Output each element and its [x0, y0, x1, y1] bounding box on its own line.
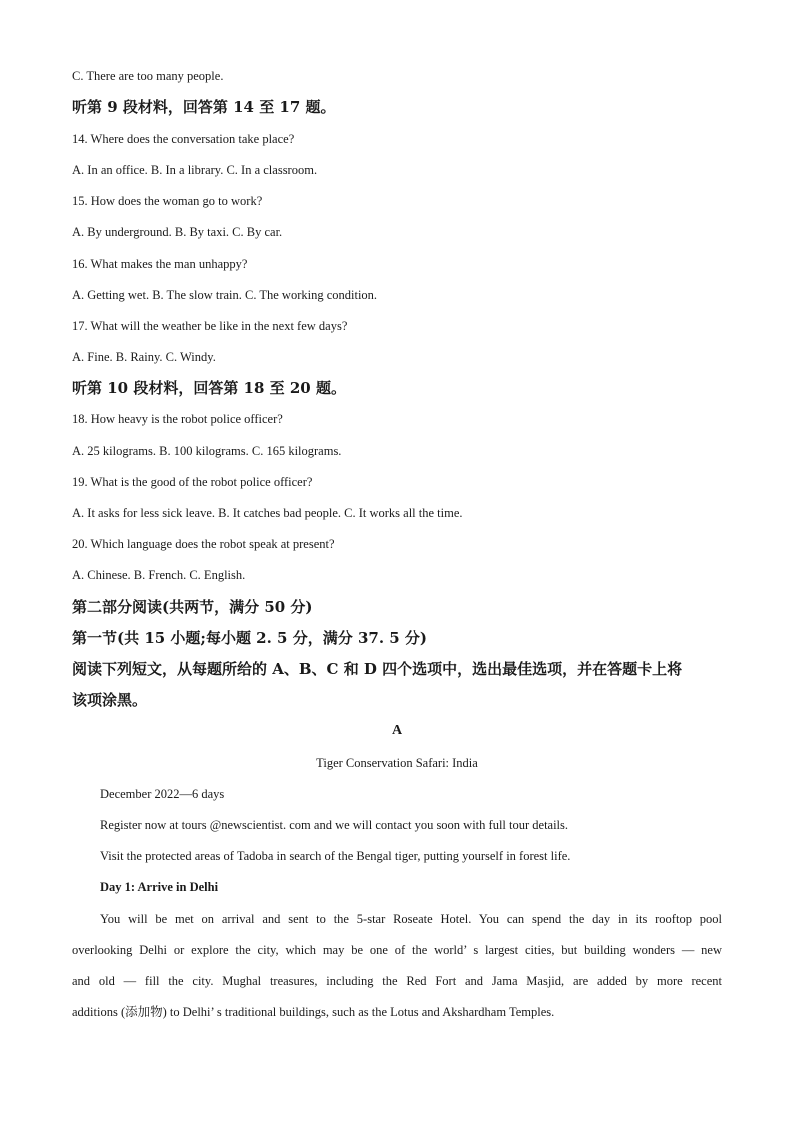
question-19: 19. What is the good of the robot police officer?: [72, 475, 313, 489]
options-14: A. In an office. B. In a library. C. In a classroom.: [72, 163, 318, 177]
section-heading-material-9: 听第 9 段材料，回答第 14 至 17 题。: [72, 98, 336, 116]
instructions-line-1: 阅读下列短文，从每题所给的 A、B、C 和 D 四个选项中，选出最佳选项，并在答题卡上将: [72, 660, 683, 678]
day-1-heading: Day 1: Arrive in Delhi: [100, 880, 219, 894]
paragraph-line-1: You will be met on arrival and sent to the 5-star Roseate Hotel. You can spend the day in its rooftop pool: [100, 912, 722, 926]
option-line-13c: C. There are too many people.: [72, 69, 224, 83]
paragraph-line-4: additions (添加物) to Delhi’ s traditional buildings, such as the Lotus and Akshardham Temples.: [72, 1005, 555, 1019]
question-17: 17. What will the weather be like in the next few days?: [72, 319, 348, 333]
options-20: A. Chinese. B. French. C. English.: [72, 568, 246, 582]
section-heading-material-10: 听第 10 段材料，回答第 18 至 20 题。: [72, 379, 346, 397]
question-20: 20. Which language does the robot speak at present?: [72, 537, 335, 551]
passage-title: Tiger Conservation Safari: India: [316, 756, 478, 770]
register-line: Register now at tours @newscientist. com and we will contact you soon with full tour details.: [100, 818, 569, 832]
question-16: 16. What makes the man unhappy?: [72, 257, 248, 271]
tour-date: December 2022—6 days: [100, 787, 225, 801]
visit-line: Visit the protected areas of Tadoba in search of the Bengal tiger, putting yourself in forest life.: [100, 849, 571, 863]
paragraph-line-2: overlooking Delhi or explore the city, which may be one of the world’ s largest cities, but building wonders — new: [72, 943, 722, 957]
options-16: A. Getting wet. B. The slow train. C. The working condition.: [72, 288, 378, 302]
question-15: 15. How does the woman go to work?: [72, 194, 263, 208]
options-19: A. It asks for less sick leave. B. It catches bad people. C. It works all the time.: [72, 506, 463, 520]
options-15: A. By underground. B. By taxi. C. By car.: [72, 225, 283, 239]
options-17: A. Fine. B. Rainy. C. Windy.: [72, 350, 216, 364]
instructions-line-2: 该项涂黑。: [72, 691, 148, 709]
question-14: 14. Where does the conversation take place?: [72, 132, 295, 146]
options-18: A. 25 kilograms. B. 100 kilograms. C. 165 kilograms.: [72, 444, 342, 458]
paragraph-line-3: and old — fill the city. Mughal treasures, including the Red Fort and Jama Masjid, are added by more recent: [72, 974, 722, 988]
part-two-heading: 第二部分阅读(共两节，满分 50 分): [72, 598, 313, 616]
section-one-heading: 第一节(共 15 小题;每小题 2. 5 分，满分 37. 5 分): [72, 629, 428, 647]
question-18: 18. How heavy is the robot police officer?: [72, 412, 283, 426]
passage-letter: A: [391, 723, 403, 738]
